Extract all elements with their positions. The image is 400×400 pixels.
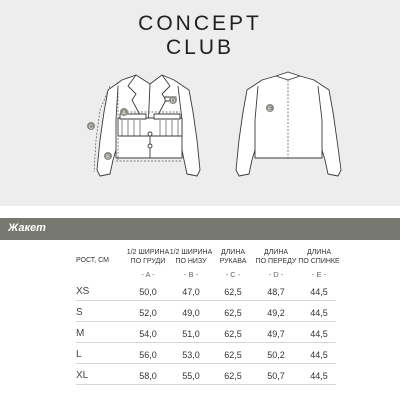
svg-text:D: D	[171, 98, 175, 105]
table-cell: 62,5	[224, 371, 242, 381]
table-cell: 54,0	[139, 329, 157, 339]
table-cell: 49,2	[267, 308, 285, 318]
table-cell: 44,5	[310, 329, 328, 339]
size-label: XS	[76, 286, 90, 297]
col-letter-e: - E -	[311, 270, 327, 279]
table-cell: 58,0	[139, 371, 157, 381]
table-cell: 52,0	[139, 308, 157, 318]
size-label: S	[76, 307, 83, 318]
table-cell: 44,5	[310, 287, 328, 297]
marker-c	[87, 122, 95, 130]
table-cell: 47,0	[182, 287, 200, 297]
size-label: L	[76, 349, 82, 360]
table-cell: 56,0	[139, 350, 157, 360]
size-column-label: РОСТ, СМ	[76, 257, 109, 264]
svg-text:A: A	[122, 110, 126, 117]
row-divider	[76, 321, 336, 322]
row-divider	[76, 342, 336, 343]
table-cell: 48,7	[267, 287, 285, 297]
table-cell: 44,5	[310, 308, 328, 318]
size-label: M	[76, 328, 85, 339]
col-header-d: ДЛИНА ПО ПЕРЕДУ	[255, 249, 297, 265]
table-cell: 50,0	[139, 287, 157, 297]
col-header-e: ДЛИНА ПО СПИНКЕ	[298, 249, 340, 265]
col-header-c: ДЛИНА РУКАВА	[219, 249, 247, 265]
table-cell: 62,5	[224, 329, 242, 339]
table-cell: 53,0	[182, 350, 200, 360]
jacket-back-drawing	[236, 72, 341, 176]
table-cell: 49,7	[267, 329, 285, 339]
col-header-b: 1/2 ШИРИНА ПО НИЗУ	[169, 249, 213, 265]
table-cell: 51,0	[182, 329, 200, 339]
row-divider	[76, 363, 336, 364]
col-letter-b: - B -	[183, 270, 199, 279]
col-letter-a: - A -	[141, 270, 155, 279]
table-cell: 55,0	[182, 371, 200, 381]
table-cell: 50,2	[267, 350, 285, 360]
brand-logo-line1: CONCEPT	[138, 12, 262, 35]
table-cell: 50,7	[267, 371, 285, 381]
table-cell: 62,5	[224, 287, 242, 297]
col-letter-c: - C -	[225, 270, 241, 279]
section-banner	[0, 218, 400, 240]
section-title: Жакет	[8, 222, 46, 234]
table-cell: 62,5	[224, 308, 242, 318]
svg-text:E: E	[268, 106, 272, 113]
row-divider	[76, 300, 336, 301]
brand-logo-line2: CLUB	[165, 36, 235, 59]
table-cell: 62,5	[224, 350, 242, 360]
col-header-a: 1/2 ШИРИНА ПО ГРУДИ	[126, 249, 170, 265]
svg-text:C: C	[89, 124, 93, 131]
table-cell: 44,5	[310, 350, 328, 360]
size-label: XL	[76, 370, 89, 381]
table-cell: 44,5	[310, 371, 328, 381]
row-divider	[76, 384, 336, 385]
col-letter-d: - D -	[268, 270, 284, 279]
svg-text:B: B	[106, 154, 110, 161]
table-cell: 49,0	[182, 308, 200, 318]
